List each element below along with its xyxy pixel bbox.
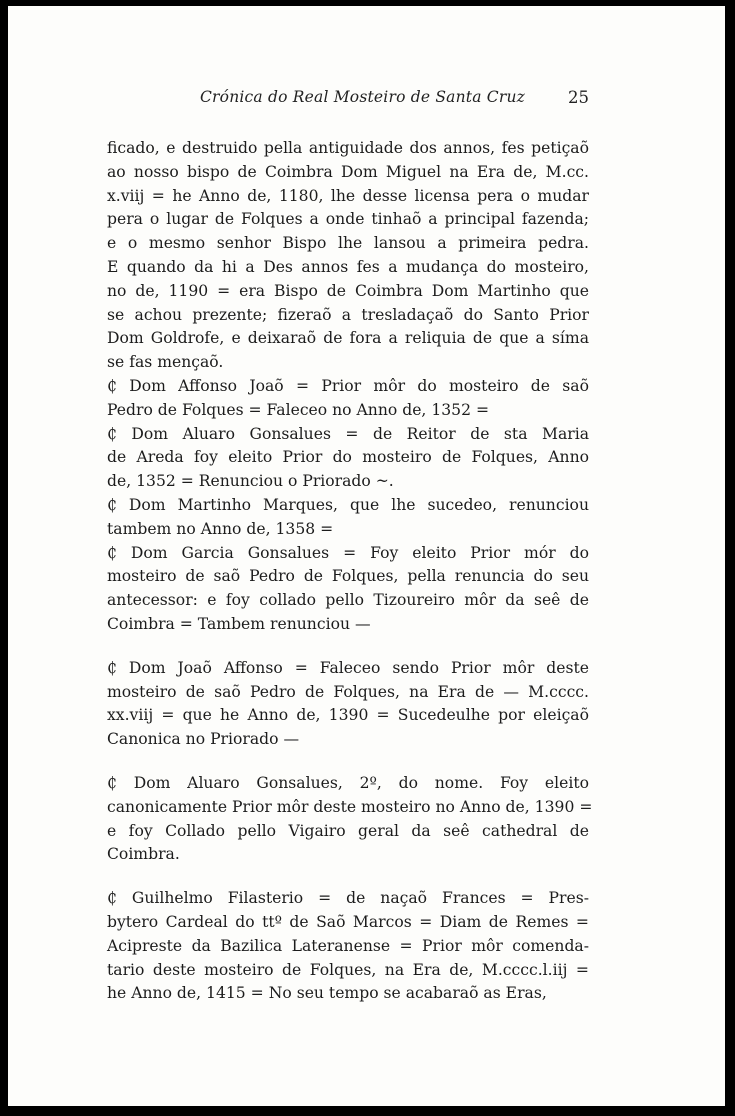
paragraph [107, 772, 593, 867]
paragraph [107, 423, 589, 494]
text-line: ₵ Dom Aluaro Gonsalues = de Reitor de sta Maria [107, 424, 589, 443]
text-line: pera o lugar de Folques a onde tinhaõ a principal fazenda; [107, 210, 589, 229]
page-number: 25 [568, 88, 589, 107]
text-line: antecessor: e foy collado pello Tizoureiro môr da seê de [107, 591, 589, 610]
text-line: no de, 1190 = era Bispo de Coimbra Dom Martinho que [107, 281, 589, 300]
text-line: se fas mençaõ. [107, 353, 224, 372]
body-text [107, 137, 593, 1006]
text-line: se achou prezente; fizeraõ a tresladaçaõ do Santo Prior [107, 305, 589, 324]
paragraph [107, 657, 589, 752]
text-line: xx.viij = que he Anno de, 1390 = Sucedeulhe por eleiçaõ [107, 706, 589, 725]
paragraph-gap [107, 867, 589, 887]
paragraph-gap [107, 752, 589, 772]
text-line: ficado, e destruido pella antiguidade dos annos, fes petiçaõ [107, 139, 589, 157]
running-title: Crónica do Real Mosteiro de Santa Cruz [200, 88, 526, 106]
text-line: ₵ Dom Garcia Gonsalues = Foy eleito Prior mór do [107, 543, 589, 562]
paragraph [107, 494, 589, 542]
text-line: Dom Goldrofe, e deixaraõ de fora a reliquia de que a síma [107, 329, 589, 348]
paragraph [107, 542, 589, 637]
text-line: x.viij = he Anno de, 1180, lhe desse licensa pera o mudar [107, 186, 589, 205]
text-line: mosteiro de saõ Pedro de Folques, pella renuncia do seu [107, 567, 589, 586]
text-line: Acipreste da Bazilica Lateranense = Prior môr comenda- [107, 936, 589, 955]
text-line: ₵ Dom Joaõ Affonso = Faleceo sendo Prior môr deste [107, 658, 589, 677]
text-line: e o mesmo senhor Bispo lhe lansou a primeira pedra. [107, 234, 589, 253]
text-line: E quando da hi a Des annos fes a mudança do mosteiro, [107, 257, 589, 276]
text-line: canonicamente Prior môr deste mosteiro no Anno de, 1390 = [107, 797, 593, 816]
paragraph [107, 137, 589, 375]
text-line: ₵ Guilhelmo Filasterio = de naçaõ Frances = Pres- [107, 889, 589, 908]
text-line: bytero Cardeal do ttº de Saõ Marcos = Diam de Remes = [107, 912, 589, 931]
text-line: tario deste mosteiro de Folques, na Era de, M.cccc.l.iij = [107, 960, 589, 979]
text-line: ₵ Dom Affonso Joaõ = Prior môr do mosteiro de saõ [107, 376, 589, 395]
text-line: de, 1352 = Renunciou o Priorado ~. [107, 472, 394, 491]
paragraph [107, 887, 589, 1006]
text-line: Coimbra. [107, 845, 180, 864]
text-line: he Anno de, 1415 = No seu tempo se acabaraõ as Eras, [107, 984, 547, 1003]
text-line: Coimbra = Tambem renunciou — [107, 614, 371, 633]
text-line: Canonica no Priorado — [107, 730, 300, 749]
text-line: ₵ Dom Martinho Marques, que lhe sucedeo, renunciou [107, 495, 589, 514]
paragraph-gap [107, 637, 589, 657]
text-line: ₵ Dom Aluaro Gonsalues, 2º, do nome. Foy eleito [107, 773, 589, 792]
text-line: Pedro de Folques = Faleceo no Anno de, 1352 = [107, 400, 490, 419]
text-line: de Areda foy eleito Prior do mosteiro de Folques, Anno [107, 448, 589, 467]
book-page [8, 6, 725, 1106]
page-header [8, 86, 725, 112]
text-line: tambem no Anno de, 1358 = [107, 519, 334, 538]
paragraph [107, 375, 589, 423]
text-line: mosteiro de saõ Pedro de Folques, na Era de — M.cccc. [107, 682, 589, 701]
text-line: ao nosso bispo de Coimbra Dom Miguel na Era de, M.cc. [107, 162, 589, 181]
text-line: e foy Collado pello Vigairo geral da seê cathedral de [107, 821, 589, 840]
